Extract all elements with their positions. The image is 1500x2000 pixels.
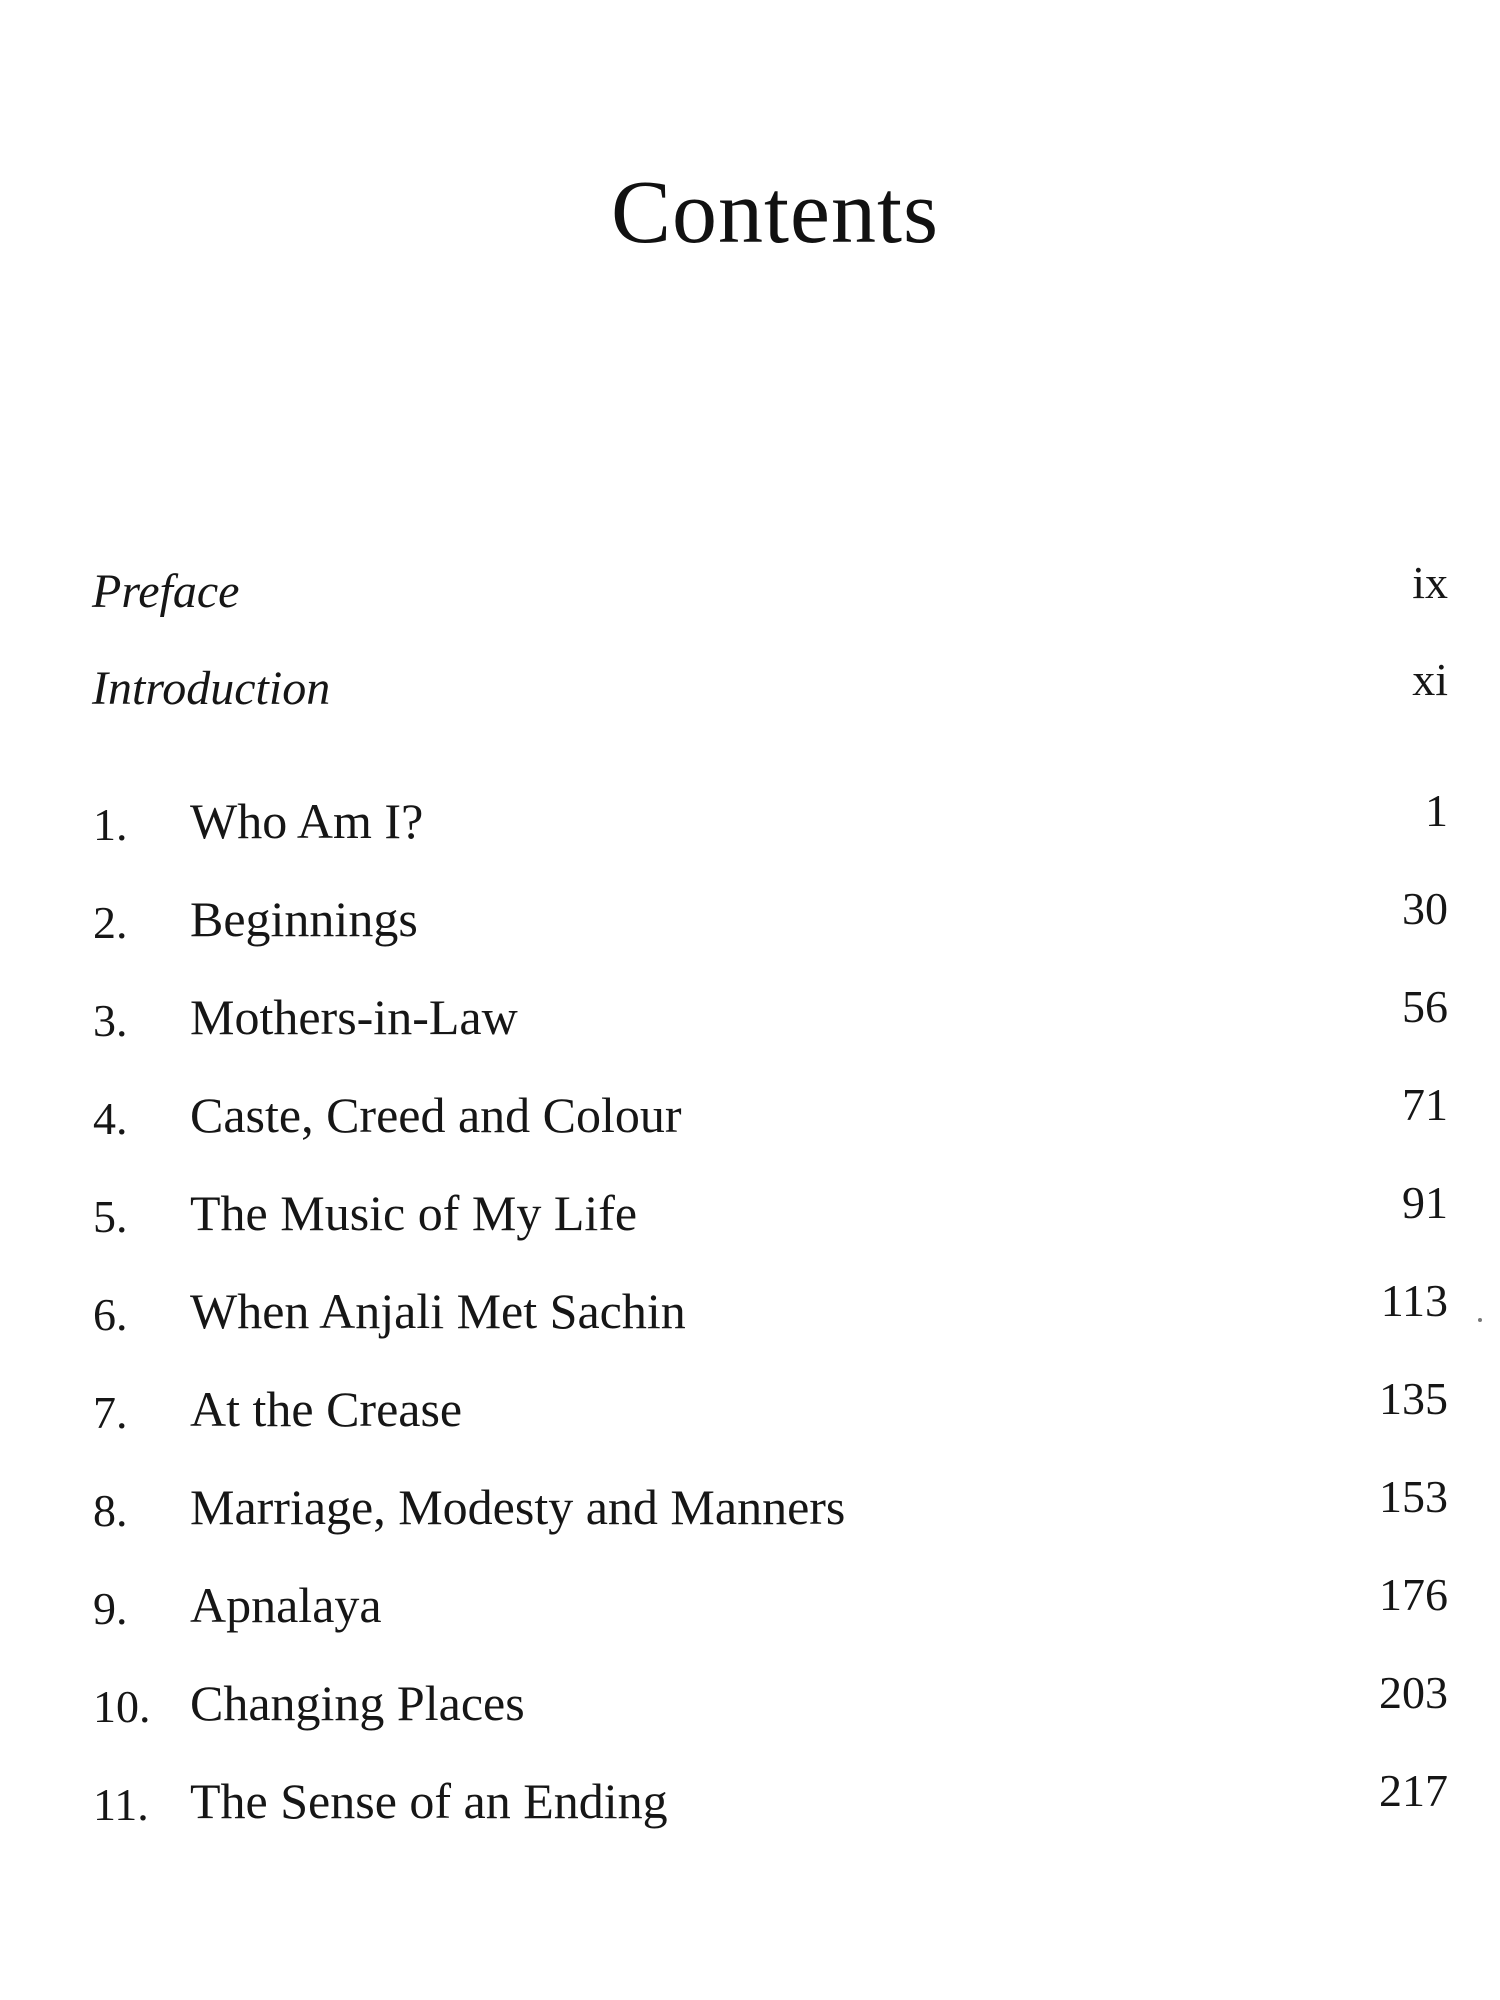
chapter-title: The Music of My Life [190, 1185, 638, 1241]
chapter-title: When Anjali Met Sachin [190, 1283, 686, 1339]
chapter-page: 56 [1402, 981, 1448, 1032]
chapter-number: 8. [93, 1485, 128, 1536]
chapter-title: The Sense of an Ending [190, 1773, 668, 1829]
chapter-page: 176 [1379, 1569, 1448, 1620]
toc-entry-introduction[interactable] [0, 654, 1500, 737]
chapter-number: 10. [93, 1681, 151, 1732]
chapter-title: At the Crease [190, 1381, 463, 1437]
chapter-number: 9. [93, 1583, 128, 1634]
toc-entry-page: ix [1412, 557, 1448, 608]
toc-entry-chapter-4[interactable] [0, 1079, 1500, 1162]
toc-entry-chapter-8[interactable] [0, 1471, 1500, 1554]
toc-entry-chapter-10[interactable] [0, 1667, 1500, 1750]
chapter-number: 5. [93, 1191, 128, 1242]
toc-entry-chapter-1[interactable] [0, 785, 1500, 868]
chapter-page: 113 [1380, 1275, 1448, 1326]
chapter-page: 71 [1402, 1079, 1448, 1130]
print-speck [1478, 1318, 1482, 1322]
chapter-number: 3. [93, 995, 128, 1046]
page-title: Contents [610, 163, 939, 262]
toc-entry-preface[interactable] [0, 557, 1500, 640]
chapter-number: 7. [93, 1387, 128, 1438]
chapter-page: 203 [1379, 1667, 1448, 1718]
chapter-title: Changing Places [190, 1675, 525, 1731]
chapter-number: 1. [93, 799, 128, 850]
toc-entry-chapter-2[interactable] [0, 883, 1500, 966]
chapter-title: Caste, Creed and Colour [190, 1087, 682, 1143]
chapter-number: 6. [93, 1289, 128, 1340]
chapter-page: 30 [1402, 883, 1448, 934]
chapter-page: 91 [1402, 1177, 1448, 1228]
toc-entry-chapter-9[interactable] [0, 1569, 1500, 1652]
chapter-number: 4. [93, 1093, 128, 1144]
toc-entry-label: Introduction [92, 662, 331, 715]
chapter-number: 11. [93, 1779, 149, 1830]
toc-entry-chapter-11[interactable] [0, 1765, 1500, 1848]
chapter-page: 1 [1425, 785, 1448, 836]
chapter-title: Beginnings [190, 891, 418, 947]
toc-entry-chapter-6[interactable] [0, 1275, 1500, 1358]
toc-entry-label: Preface [92, 565, 240, 618]
chapter-title: Who Am I? [190, 793, 424, 849]
toc-entry-chapter-5[interactable] [0, 1177, 1500, 1260]
toc-entry-page: xi [1412, 654, 1448, 705]
chapter-title: Apnalaya [190, 1577, 382, 1633]
chapter-title: Marriage, Modesty and Manners [190, 1479, 846, 1535]
toc-entry-chapter-7[interactable] [0, 1373, 1500, 1456]
toc-entry-chapter-3[interactable] [0, 981, 1500, 1064]
chapter-page: 153 [1379, 1471, 1448, 1522]
chapter-page: 217 [1379, 1765, 1448, 1816]
chapter-title: Mothers-in-Law [190, 989, 518, 1045]
chapter-number: 2. [93, 897, 128, 948]
chapter-page: 135 [1379, 1373, 1448, 1424]
